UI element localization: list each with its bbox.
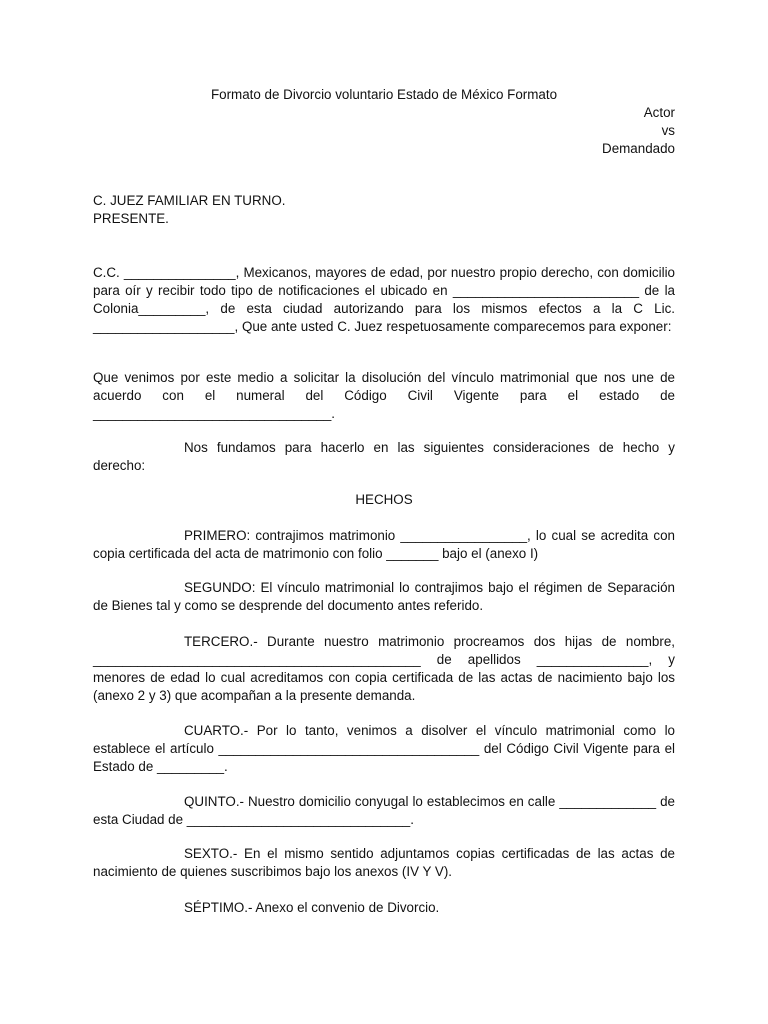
document-title: Formato de Divorcio voluntario Estado de México Formato — [210, 87, 558, 102]
fact-primero: PRIMERO: contrajimos matrimonio _________________, lo cual se acredita con copia certificada del acta de matrimonio con folio _______ bajo el (anexo I) — [93, 528, 675, 561]
party-actor: Actor — [643, 105, 675, 120]
fact-quinto: QUINTO.- Nuestro domicilio conyugal lo establecimos en calle _____________ de esta Ciudad de ______________________________. — [93, 794, 675, 827]
fact-segundo: SEGUNDO: El vínculo matrimonial lo contrajimos bajo el régimen de Separación de Bienes tal y como se desprende del documento antes referido. — [93, 580, 675, 613]
facts-heading: HECHOS — [355, 492, 413, 507]
addressee-line-judge: C. JUEZ FAMILIAR EN TURNO. — [93, 193, 286, 208]
parties-block — [602, 104, 675, 158]
request-paragraph: Que venimos por este medio a solicitar la disolución del vínculo matrimonial que nos une de acuerdo con el numeral del Código Civil Vigente para el estado de ________________________________. — [93, 370, 675, 421]
fact-cuarto: CUARTO.- Por lo tanto, venimos a disolver el vínculo matrimonial como lo establece el artículo ___________________________________ del Código Civil Vigente para el Estado de _________. — [93, 723, 675, 774]
fact-tercero: TERCERO.- Durante nuestro matrimonio procreamos dos hijas de nombre, ____________________________________________ de apellidos _______________, y menores de edad lo cual acreditamos con copia certificada de las actas de nacimiento bajo los (anexo 2 y 3) que acompañan a la presente demanda. — [93, 634, 675, 703]
addressee-block — [93, 192, 285, 228]
intro-paragraph: C.C. _______________, Mexicanos, mayores de edad, por nuestro propio derecho, con domicilio para oír y recibir todo tipo de notificaciones el ubicado en _________________________ de la Colonia_________, de esta ciudad autorizando para los mismos efectos a la C Lic. ___________________, Que ante usted C. Juez respetuosamente comparecemos para exponer: — [93, 265, 675, 334]
addressee-line-presente: PRESENTE. — [93, 211, 169, 226]
party-vs: vs — [661, 123, 675, 138]
party-demandado: Demandado — [602, 141, 675, 156]
fact-sexto: SEXTO.- En el mismo sentido adjuntamos copias certificadas de las actas de nacimiento de quienes suscribimos bajo los anexos (IV Y V). — [93, 846, 675, 879]
grounds-paragraph: Nos fundamos para hacerlo en las siguientes consideraciones de hecho y derecho: — [93, 440, 675, 473]
fact-septimo: SÉPTIMO.- Anexo el convenio de Divorcio. — [184, 900, 440, 915]
